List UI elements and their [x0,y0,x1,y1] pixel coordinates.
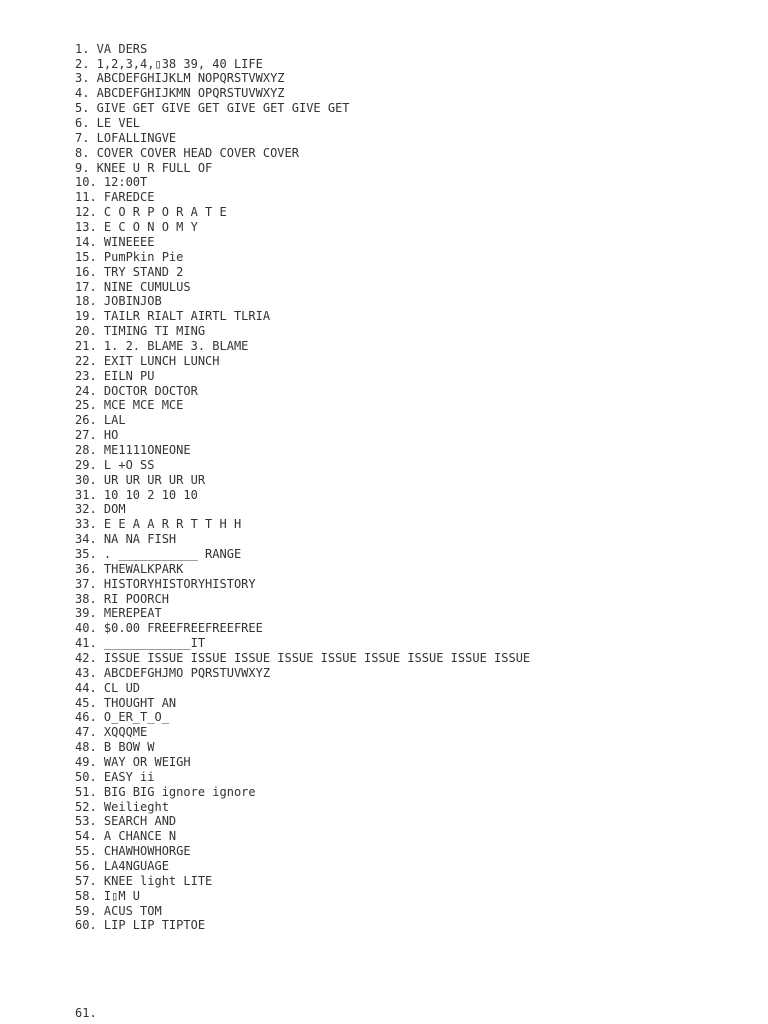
list-item: 26. LAL [75,413,126,428]
list-item: 34. NA NA FISH [75,532,177,547]
list-item: 50. EASY ii [75,769,155,784]
list-item: 4. ABCDEFGHIJKMN OPQRSTUVWXYZ [75,86,285,101]
list-item: 18. JOBINJOB [75,294,162,309]
list-item: 10. 12:00T [75,175,148,190]
list-item: 7. LOFALLINGVE [75,130,177,145]
list-item: 53. SEARCH AND [75,814,177,829]
list-item: 6. LE VEL [75,116,141,131]
list-item: 23. EILN PU [75,368,155,383]
list-item: 30. UR UR UR UR UR [75,472,206,487]
list-item: 51. BIG BIG ignore ignore [75,784,256,799]
list-item: 60. LIP LIP TIPTOE [75,918,206,933]
list-item: 21. 1. 2. BLAME 3. BLAME [75,338,249,353]
list-item: 15. PumPkin Pie [75,249,184,264]
list-item: 37. HISTORYHISTORYHISTORY [75,576,256,591]
list-item: 35. . ___________ RANGE [75,546,242,561]
list-item: 56. LA4NGUAGE [75,859,169,874]
list-item: 45. THOUGHT AN [75,695,177,710]
list-item: 25. MCE MCE MCE [75,398,184,413]
list-item: 42. ISSUE ISSUE ISSUE ISSUE ISSUE ISSUE ISSUE ISSUE ISSUE ISSUE [75,650,531,665]
list-item: 43. ABCDEFGHJMO PQRSTUVWXYZ [75,665,271,680]
list-item: 17. NINE CUMULUS [75,279,191,294]
list-item: 52. Weilieght [75,799,169,814]
list-item-trailing: 61. [75,1006,97,1020]
list-item: 22. EXIT LUNCH LUNCH [75,353,220,368]
list-item: 59. ACUS TOM [75,903,162,918]
list-item: 16. TRY STAND 2 [75,264,184,279]
list-item: 32. DOM [75,502,126,517]
list-item: 9. KNEE U R FULL OF [75,160,213,175]
list-item: 13. E C O N O M Y [75,220,198,235]
list-item: 46. O_ER_T_O_ [75,710,169,725]
list-item: 29. L +O SS [75,457,155,472]
list-item: 3. ABCDEFGHIJKLM NOPQRSTVWXYZ [75,71,285,86]
list-item: 20. TIMING TI MING [75,324,206,339]
list-item: 1. VA DERS [75,41,148,56]
list-item: 19. TAILR RIALT AIRTL TLRIA [75,309,271,324]
list-item: 39. MEREPEAT [75,606,162,621]
list-item: 38. RI POORCH [75,591,169,606]
list-item: 57. KNEE light LITE [75,873,213,888]
list-item: 47. XQQQME [75,725,148,740]
list-item: 40. $0.00 FREEFREEFREEFREE [75,621,263,636]
list-item: 48. B BOW W [75,740,155,755]
list-item: 2. 1,2,3,4,▯38 39, 40 LIFE [75,56,263,71]
list-item: 44. CL UD [75,680,141,695]
list-item: 24. DOCTOR DOCTOR [75,383,198,398]
list-item: 54. A CHANCE N [75,829,177,844]
list-item: 5. GIVE GET GIVE GET GIVE GET GIVE GET [75,101,350,116]
list-item: 8. COVER COVER HEAD COVER COVER [75,145,299,160]
list-item: 55. CHAWHOWHORGE [75,844,191,859]
list-item: 41. ____________IT [75,636,206,651]
list-item: 12. C O R P O R A T E [75,205,227,220]
list-item: 58. I▯M U [75,888,141,903]
list-item: 31. 10 10 2 10 10 [75,487,198,502]
list-item: 28. ME1111ONEONE [75,442,191,457]
list-item: 11. FAREDCE [75,190,155,205]
list-item: 14. WINEEEE [75,234,155,249]
list-item: 36. THEWALKPARK [75,561,184,576]
list-item: 33. E E A A R R T T H H [75,517,242,532]
list-item: 27. HO [75,428,119,443]
puzzle-list [75,12,530,933]
list-item: 49. WAY OR WEIGH [75,755,191,769]
